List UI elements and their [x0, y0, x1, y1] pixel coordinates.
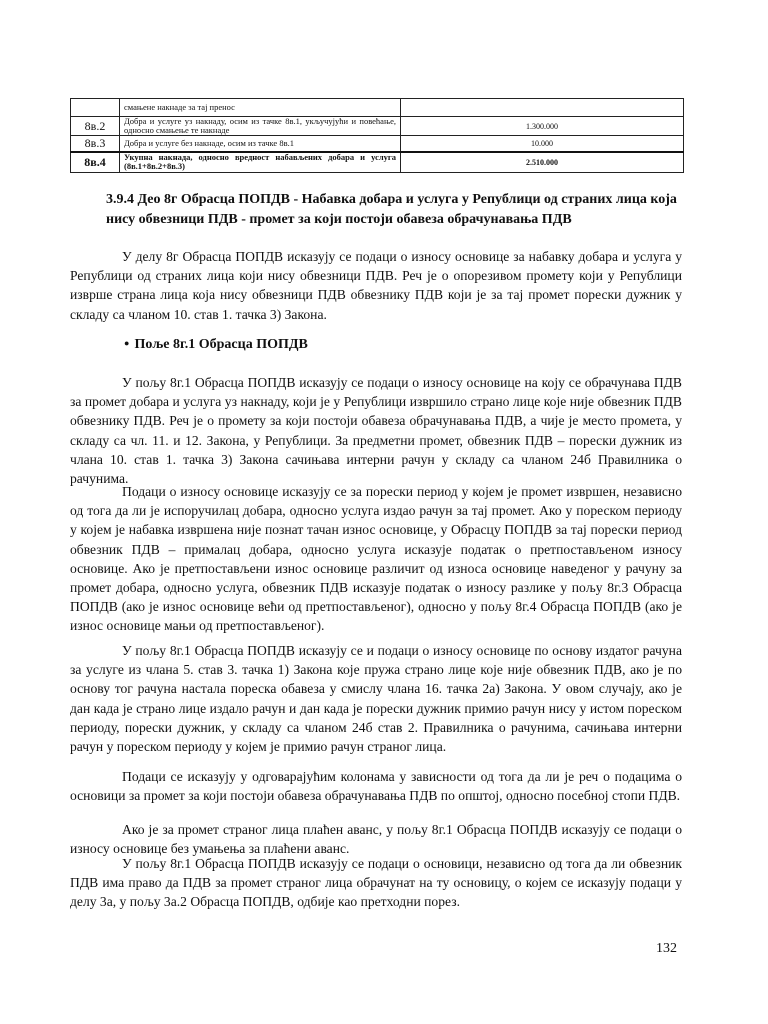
body-paragraph-6: У пољу 8г.1 Обрасца ПОПДВ исказују се подаци о основици, независно од тога да ли обвезник ПДВ има право да ПДВ за промет страног лица обрачунат на ту основицу, о којем се исказују подаци у делу 3а, у пољу 3а.2 Обрасца ПОПДВ, одбије као претходни порез.	[70, 856, 682, 910]
row-description: Укупна накнада, односно вредност набављених добара и услуга (8в.1+8в.2+8в.3)	[120, 152, 401, 172]
table-row	[71, 99, 684, 117]
intro-paragraph: У делу 8г Обрасца ПОПДВ исказују се подаци о износу основице за набавку добара и услуга у Републици од страних лица који нису обвезници ПДВ. Реч је о опорезивом промету који у Републици изврше страна лица која нису обвезници ПДВ обвезнику ПДВ који је за тај промет порески дужник у складу са чланом 10. став 1. тачка 3) Закона.	[70, 249, 682, 322]
body-paragraph-3: У пољу 8г.1 Обрасца ПОПДВ исказују се и подаци о износу основице по основу издатог рачуна за услуге из члана 5. став 3. тачка 1) Закона које пружа страно лице које није обвезник ПДВ, ако је по основу тог рачуна настала пореска обавеза у смислу члана 16. тачка 2а) Закона. У овом случају, ако је дан када је страно лице издало рачун и дан када је порески дужник примио рачун нису у истом пореском периоду, порески дужник, у складу са чланом 24б став 2. Правилника о рачунима, сачињава интерни рачун у пореском периоду у којем је примио рачун страног лица.	[70, 643, 682, 755]
row-value: 10.000	[401, 136, 684, 153]
body-paragraph-5: Ако је за промет страног лица плаћен аванс, у пољу 8г.1 Обрасца ПОПДВ исказују се подаци о износу основице без умањења за плаћени аванс.	[70, 822, 682, 857]
row-description: смањене накнаде за тај пренос	[120, 99, 401, 117]
row-code	[71, 99, 120, 117]
row-value: 2.510.000	[401, 152, 684, 172]
row-code: 8в.4	[71, 152, 120, 172]
row-code: 8в.3	[71, 136, 120, 153]
body-paragraph-2: Подаци о износу основице исказују се за порески период у којем је промет извршен, независно од тога да ли је испоручилац добара, односно услуга издао рачун за тај промет. Ако у пореском периоду у којем је набавка извршена није познат тачан износ основице, у Обрасцу ПОПДВ за тај порески период обвезник ПДВ – прималац добара, односно услуга исказује податак о претпостављеном износу основице. Ако је претпостављени износ основице различит од износа основице наведеног у рачуну за промет добара, односно услуга, обвезник ПДВ исказује податак о износу разлике у пољу 8г.3 Обрасца ПОПДВ (ако је износ основице већи од претпостављеног), односно у пољу 8г.4 Обрасца ПОПДВ (ако је износ основице мањи од претпостављеног).	[70, 484, 682, 634]
row-description: Добра и услуге без накнаде, осим из тачке 8в.1	[120, 136, 401, 153]
indicator-table	[70, 98, 684, 173]
row-code: 8в.2	[71, 117, 120, 136]
bullet-dot-icon: ●	[124, 338, 130, 348]
table-row-total	[71, 152, 684, 172]
bullet-heading	[124, 337, 308, 353]
body-paragraph-1: У пољу 8г.1 Обрасца ПОПДВ исказују се подаци о износу основице на коју се обрачунава ПДВ за промет добара и услуга уз накнаду, који је у Републици извршило страно лице које није обвезник ПДВ обвезнику ПДВ. Реч је о промету за који постоји обавеза обрачунавања ПДВ, а чије је место промета, у складу са чл. 11. и 12. Закона, у Републици. За предметни промет, обвезник ПДВ – порески дужник из члана 10. став 1. тачка 3) Закона сачињава интерни рачун у складу са чланом 24б Правилника о рачунима.	[70, 375, 682, 487]
table-row	[71, 136, 684, 153]
body-paragraph-4: Подаци се исказују у одговарајућим колонама у зависности од тога да ли је реч о подацима о основици за промет за који постоји обавеза обрачунавања ПДВ по општој, односно посебној стопи ПДВ.	[70, 769, 682, 804]
section-heading: 3.9.4 Део 8г Обрасца ПОПДВ - Набавка добара и услуга у Републици од страних лица која нису обвезници ПДВ - промет за који постоји обавеза обрачунавања ПДВ	[106, 192, 677, 227]
row-value	[401, 99, 684, 117]
table-row	[71, 117, 684, 136]
bullet-heading-text: Поље 8г.1 Обрасца ПОПДВ	[134, 337, 308, 352]
row-value: 1.300.000	[401, 117, 684, 136]
page-number: 132	[656, 941, 677, 956]
row-description: Добра и услуге уз накнаду, осим из тачке 8в.1, укључујући и повећање, односно смањење те накнаде	[120, 117, 401, 136]
